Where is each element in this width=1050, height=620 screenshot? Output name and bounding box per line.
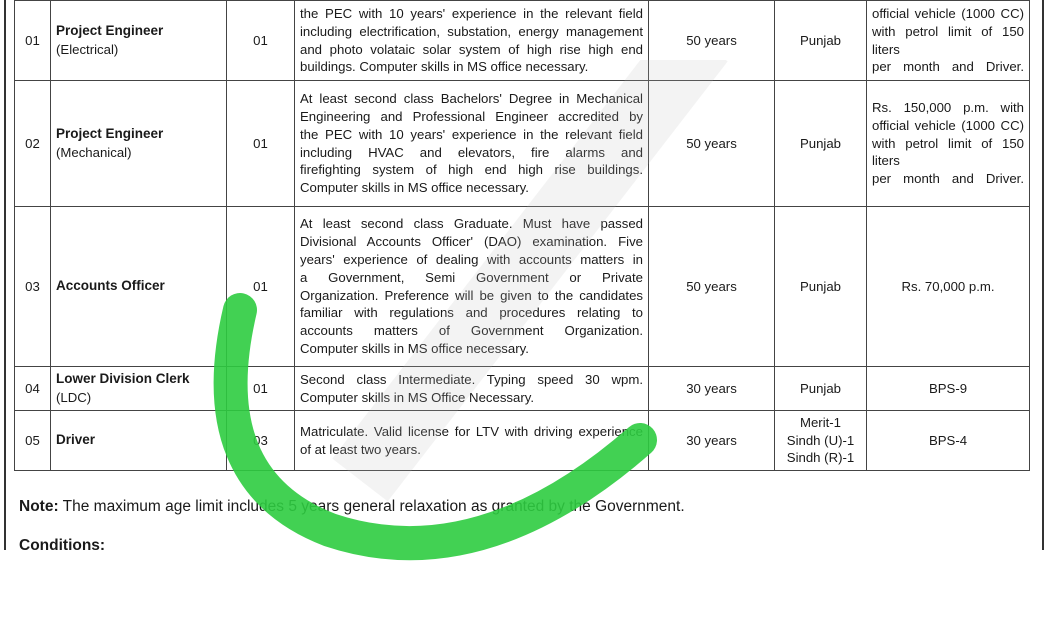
post-subtitle: (Mechanical) [56, 144, 132, 160]
cell-age [649, 207, 775, 367]
qualification-line: Divisional Accounts Officer' (DAO) examination. Five [300, 233, 643, 249]
qualification-line: At least second class Bachelors' Degree in Mechanical [300, 90, 643, 106]
cell-pay [867, 411, 1030, 471]
cell-post-title [51, 1, 227, 81]
pay-line: Rs. 70,000 p.m. [901, 278, 995, 294]
jobs-table [14, 0, 1030, 471]
qualification-line: Computer skills in MS office necessary. [300, 341, 529, 357]
domicile-line: Sindh (R)-1 [786, 450, 855, 466]
qualification-line: including HVAC and elevators, fire alarms and [300, 144, 643, 160]
qualification-line: Computer skills in MS office necessary. [300, 180, 529, 196]
post-title: Driver [56, 432, 96, 448]
cell-post-title [51, 411, 227, 471]
qualification-line: buildings. Computer skills in MS office necessary. [300, 59, 589, 75]
pay-line: with petrol limit of 150 liters [872, 23, 1024, 57]
cell-domicile [775, 81, 867, 207]
post-title: Lower Division Clerk [56, 371, 190, 387]
cell-qualification [295, 1, 649, 81]
serial-number: 04 [25, 380, 40, 396]
cell-pay [867, 367, 1030, 411]
qualification-line: the PEC with 10 years' experience in the relevant field [300, 126, 643, 142]
serial-number: 03 [25, 278, 40, 294]
cell-post-title [51, 367, 227, 411]
qualification-line: the PEC with 10 years' experience in the relevant field [300, 5, 643, 21]
posts-count: 01 [253, 135, 268, 151]
cell-posts [227, 411, 295, 471]
pay-line: per month and Driver. [872, 59, 1024, 75]
pay-line: with petrol limit of 150 liters [872, 135, 1024, 169]
table-row [15, 367, 1030, 411]
note-text: The maximum age limit includes 5 years general relaxation as granted by the Government. [58, 498, 685, 515]
age-limit: 30 years [686, 380, 737, 396]
cell-post-title [51, 81, 227, 207]
serial-number: 05 [25, 432, 40, 448]
cell-posts [227, 367, 295, 411]
pay-line: official vehicle (1000 CC) [872, 117, 1024, 133]
cell-age [649, 367, 775, 411]
pay-line: BPS-4 [928, 432, 968, 448]
age-limit: 50 years [686, 135, 737, 151]
cell-age [649, 411, 775, 471]
posts-count: 01 [253, 380, 268, 396]
qualification-line: Organization. Preference will be given to the candidates [300, 287, 643, 303]
note-line [19, 498, 685, 516]
age-limit: 30 years [686, 432, 737, 448]
cell-domicile [775, 1, 867, 81]
age-limit: 50 years [686, 32, 737, 48]
cell-serial [15, 1, 51, 81]
age-limit: 50 years [686, 278, 737, 294]
pay-line: BPS-9 [928, 380, 968, 396]
qualification-line: years' experience of dealing with accounts matters in [300, 251, 643, 267]
pay-line: Rs. 150,000 p.m. with [872, 99, 1024, 115]
cell-domicile [775, 207, 867, 367]
post-title: Project Engineer [56, 23, 164, 39]
post-title: Accounts Officer [56, 278, 165, 294]
domicile-line: Punjab [799, 135, 842, 151]
qualification-line: At least second class Graduate. Must have passed [300, 215, 643, 231]
qualification-line: firefighting system of high end high rise buildings. [300, 162, 643, 178]
cell-qualification [295, 81, 649, 207]
cell-posts [227, 1, 295, 81]
qualification-line: accounts matters of Government Organization. [300, 323, 643, 339]
post-title: Project Engineer [56, 126, 164, 142]
pay-line: official vehicle (1000 CC) [872, 5, 1024, 21]
cell-age [649, 81, 775, 207]
cell-serial [15, 411, 51, 471]
qualification-line: Computer skills in MS Office Necessary. [300, 389, 535, 405]
posts-count: 01 [253, 278, 268, 294]
cell-posts [227, 81, 295, 207]
domicile-line: Merit-1 [799, 414, 842, 430]
qualification-line: a Government, Semi Government or Private [300, 269, 643, 285]
domicile-line: Punjab [799, 32, 842, 48]
serial-number: 01 [25, 32, 40, 48]
cell-pay [867, 81, 1030, 207]
cell-pay [867, 207, 1030, 367]
domicile-line: Sindh (U)-1 [786, 432, 855, 448]
pay-line: per month and Driver. [872, 171, 1024, 187]
domicile-line: Punjab [799, 278, 842, 294]
cell-age [649, 1, 775, 81]
qualification-line: Second class Intermediate. Typing speed 30 wpm. [300, 371, 643, 387]
table-row [15, 411, 1030, 471]
note-label: Note: [19, 498, 59, 515]
conditions-heading: Conditions: [19, 537, 106, 554]
qualification-line: Engineering and Professional Engineer accredited by [300, 108, 643, 124]
post-subtitle: (LDC) [56, 389, 92, 405]
posts-count: 03 [253, 432, 268, 448]
cell-posts [227, 207, 295, 367]
posts-count: 01 [253, 32, 268, 48]
cell-serial [15, 207, 51, 367]
cell-serial [15, 367, 51, 411]
domicile-line: Punjab [799, 380, 842, 396]
qualification-line: Matriculate. Valid license for LTV with driving experience [300, 423, 643, 439]
qualification-line: of at least two years. [300, 441, 421, 457]
table-row [15, 207, 1030, 367]
cell-domicile [775, 367, 867, 411]
cell-qualification [295, 207, 649, 367]
cell-pay [867, 1, 1030, 81]
table-row [15, 1, 1030, 81]
cell-domicile [775, 411, 867, 471]
cell-post-title [51, 207, 227, 367]
post-subtitle: (Electrical) [56, 41, 119, 57]
cell-qualification [295, 411, 649, 471]
cell-qualification [295, 367, 649, 411]
table-row [15, 81, 1030, 207]
qualification-line: and photo volataic solar system of high rise high end [300, 41, 643, 57]
qualification-line: familiar with regulations and procedures relating to [300, 305, 643, 321]
serial-number: 02 [25, 135, 40, 151]
cell-serial [15, 81, 51, 207]
qualification-line: including electrification, substation, energy management [300, 23, 643, 39]
